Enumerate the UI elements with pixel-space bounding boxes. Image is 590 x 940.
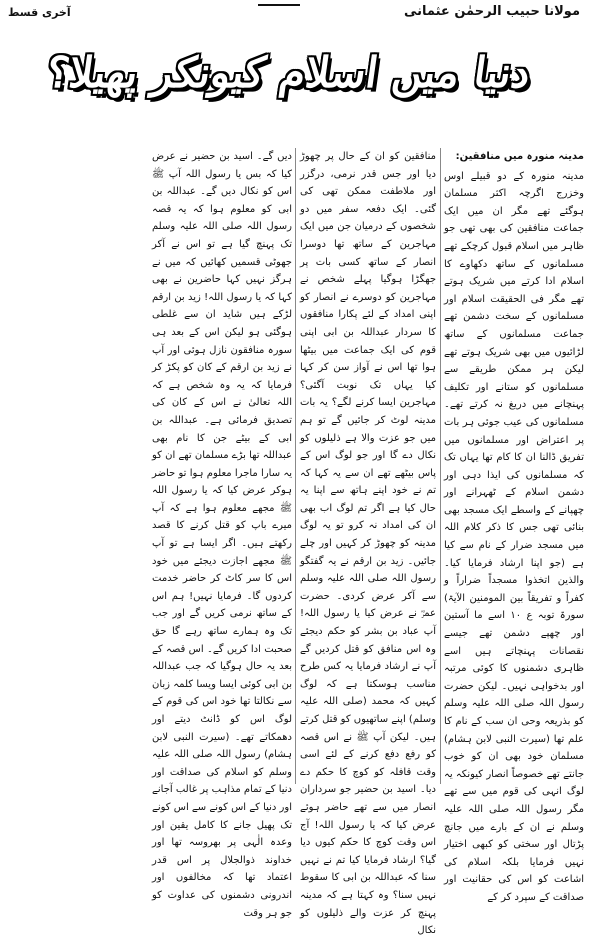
page-header bbox=[8, 4, 580, 26]
headline-block bbox=[43, 40, 534, 130]
column-2 bbox=[300, 148, 436, 937]
column-2-text: منافقین کو ان کے حال پر چھوڑ دیا اور جس قدر نرمی، درگزر اور ملاطفت ممکن تھی کی گئی۔ ایک دفعہ سفر میں دو شخصوں کے درمیان جن میں ایک مہاجرین کے ساتھ تھا دوسرا انصار کے ساتھ کسی بات پر جھگڑا ہوگیا پہلے شخص نے مہاجرین کو دوسرے نے انصار کو اپنی امداد کے لئے پکارا منافقوں کا سردار عبداللہ بن ابی اپنی قوم کی ایک جماعت میں بیٹھا ہوا تھا اس نے آواز سن کر کہا کیا یہاں تک نوبت آگئی؟ مہاجرین ایسا کرنے لگے؟ یہ بات مدینہ لوٹ کر جائیں گے تو ہم میں جو عزت والا ہے ذلیلوں کو نکال دے گا اور جو لوگ اس کے پاس بیٹھے تھے ان سے یہ کہا کہ تم نے خود اپنے ہاتھ سے اپنا یہ حال کیا ہے اگر تم لوگ اب بھی ان کی امداد نہ کرو تو یہ لوگ مدینہ کو چھوڑ کر کہیں اور چلے جائیں۔ زید بن ارقم نے یہ گفتگو رسول اللہ صلی اللہ علیہ وسلم سے آکر عرض کردی۔ حضرت عمرؓ نے عرض کیا یا رسول اللہ! آپ عباد بن بشر کو حکم دیجئے وہ اس منافق کو قتل کردیں گے آپ نے ارشاد فرمایا یہ کس طرح مناسب ہوسکتا ہے کہ لوگ کہیں کہ محمد (صلی اللہ علیہ وسلم) اپنے ساتھیوں کو قتل کرتے ہیں۔ لیکن آپ ﷺ نے اس قصہ کو رفع دفع کرنے کے لئے اسی وقت قافلہ کو کوچ کا حکم دے دیا۔ اسید بن حضیر جو سرداران انصار میں سے تھے حاضر ہوئے عرض کیا کہ یا رسول اللہ! آج اس وقت کوچ کا حکم کیوں دیا گیا؟ ارشاد فرمایا کیا تم نے نہیں سنا کہ عبداللہ بن ابی کا سقوط نہیں سنا؟ وہ کہتا ہے کہ مدینہ پہنچ کر عزت والے ذلیلوں کو نکال bbox=[300, 151, 436, 937]
top-rule bbox=[258, 4, 300, 6]
section-heading: مدینہ منورہ میں منافقین: bbox=[455, 151, 584, 162]
column-divider bbox=[440, 148, 441, 784]
column-3-text: دیں گے۔ اسید بن حضیر نے عرض کیا کہ بس یا رسول اللہ آپ ﷺ اس کو نکال دیں گے۔ عبداللہ بن ابی کو معلوم ہوا کہ یہ قصہ رسول اللہ صلی اللہ علیہ وسلم تک پہنچ گیا ہے تو اس نے آکر جھوٹی قسمیں کھائیں کہ میں نے ہرگز نہیں کہا حاضرین نے بھی کہا کہ یا رسول اللہ! زید بن ارقم لڑکے ہیں شاید ان سے غلطی ہوگئی ہو لیکن اس کے بعد ہی سورہ منافقون نازل ہوئی اور آپ نے زید بن ارقم کے کان کو پکڑ کر فرمایا کہ یہ وہ شخص ہے کہ اللہ تعالیٰ نے اس کے کان کی تصدیق فرمائی ہے۔ عبداللہ بن ابی کے بیٹے جن کا نام بھی عبداللہ تھا بڑے مسلمان تھے ان کو یہ سارا ماجرا معلوم ہوا تو حاضر ہوکر عرض کیا کہ یا رسول اللہ ﷺ مجھے معلوم ہوا ہے کہ آپ میرے باپ کو قتل کرنے کا قصد رکھتے ہیں۔ اگر ایسا ہے تو آپ ﷺ مجھے اجازت دیجئے میں خود اس کا سر کاٹ کر حاضر خدمت کردوں گا۔ فرمایا نہیں! ہم اس کے ساتھ نرمی کریں گے اور جب تک وہ ہمارے ساتھ رہے گا حق صحبت ادا کریں گے۔ اس قصہ کے بعد یہ حال ہوگیا کہ جب عبداللہ بن ابی کوئی ایسا ویسا کلمہ زبان سے نکالتا تھا خود اس کی قوم کے لوگ اس کو ڈانٹ دیتے اور دھمکاتے تھے۔ (سیرت النبی لابن ہشام) رسول اللہ صلی اللہ علیہ وسلم کو اسلام کی صداقت اور دنیا کے تمام مذاہب پر غالب آجانے اور دنیا کے اس کونے سے اس کونے تک پھیل جانے کا کامل یقین اور وعدہ الٰہی پر بھروسہ تھا اور خداوند ذوالجلال پر اس قدر اعتماد تھا کہ مخالفوں اور اندرونی دشمنوں کی عداوت کو جو ہر وقت bbox=[152, 151, 292, 919]
column-divider bbox=[295, 148, 296, 784]
column-1-text: مدینہ منورہ کے دو قبیلے اوس وخزرج اگرچہ اکثر مسلمان ہوگئے تھے مگر ان میں ایک جماعت منافقین کی بھی تھی جو ظاہر میں اسلام قبول کرچکے تھے مسلمانوں کے ساتھ دکھاوے کا اسلام ادا کرتے میں شریک ہوتے تھے مگر فی الحقیقت اسلام اور مسلمانوں کے سخت دشمن تھے جماعت مسلمانوں کے ساتھ لڑائیوں میں بھی شریک ہوتے تھے لیکن ہر ممکن طریقے سے مسلمانوں کو ستانے اور تکلیف پہنچانے میں دریغ نہ کرتے تھے۔ مسلمانوں کی عیب جوئی ہر بات پر اعتراض اور مسلمانوں میں تفریق ڈالنا ان کا کام تھا یہاں تک کہ مسلمانوں کی ایذا دہی اور دشمن اسلام کے ٹھہرانے اور چھپانے کے واسطے ایک مسجد بھی بنائی تھی جس کا ذکر کلام اللہ میں مسجد ضرار کے نام سے کیا ہے (جو اپنا ارشاد فرمایا کیا۔ والذین اتخذوا مسجداً ضراراً و کفراً و تفریقاً بین المومنین الآیۃ) سورۃ توبہ ع ۱۰ اسے ما آستین اور چھپے دشمن تھے جیسے نقصانات پہنچاتے ہیں اسے ظاہری دشمنوں کا کوئی مرتبہ اور بدخواہی نہیں۔ لیکن حضرت رسول اللہ صلی اللہ علیہ وسلم کو بذریعہ وحی ان سب کے نام کا علم تھا (سیرت النبی لابن ہشام) مسلمان خود بھی ان کو خوب جانتے تھے خصوصاً انصار کیونکہ یہ لوگ انہی کی قوم میں سے تھے مگر رسول اللہ صلی اللہ علیہ وسلم نے ان کے بارے میں جانچ پڑتال اور سختی کو کبھی اختیار نہیں فرمایا بلکہ اسلام کی اشاعت کو اس کی حقانیت اور صداقت کے سپرد کر کے bbox=[444, 170, 584, 903]
author-name: مولانا حبیب الرحمٰن عثمانی bbox=[404, 4, 580, 19]
article-body bbox=[6, 148, 584, 937]
episode-label: آخری قسط bbox=[8, 6, 71, 19]
article-title: دنیا میں اسلام کیونکر پھیلا؟ bbox=[43, 48, 534, 97]
column-3 bbox=[152, 148, 292, 919]
column-1 bbox=[444, 148, 584, 903]
